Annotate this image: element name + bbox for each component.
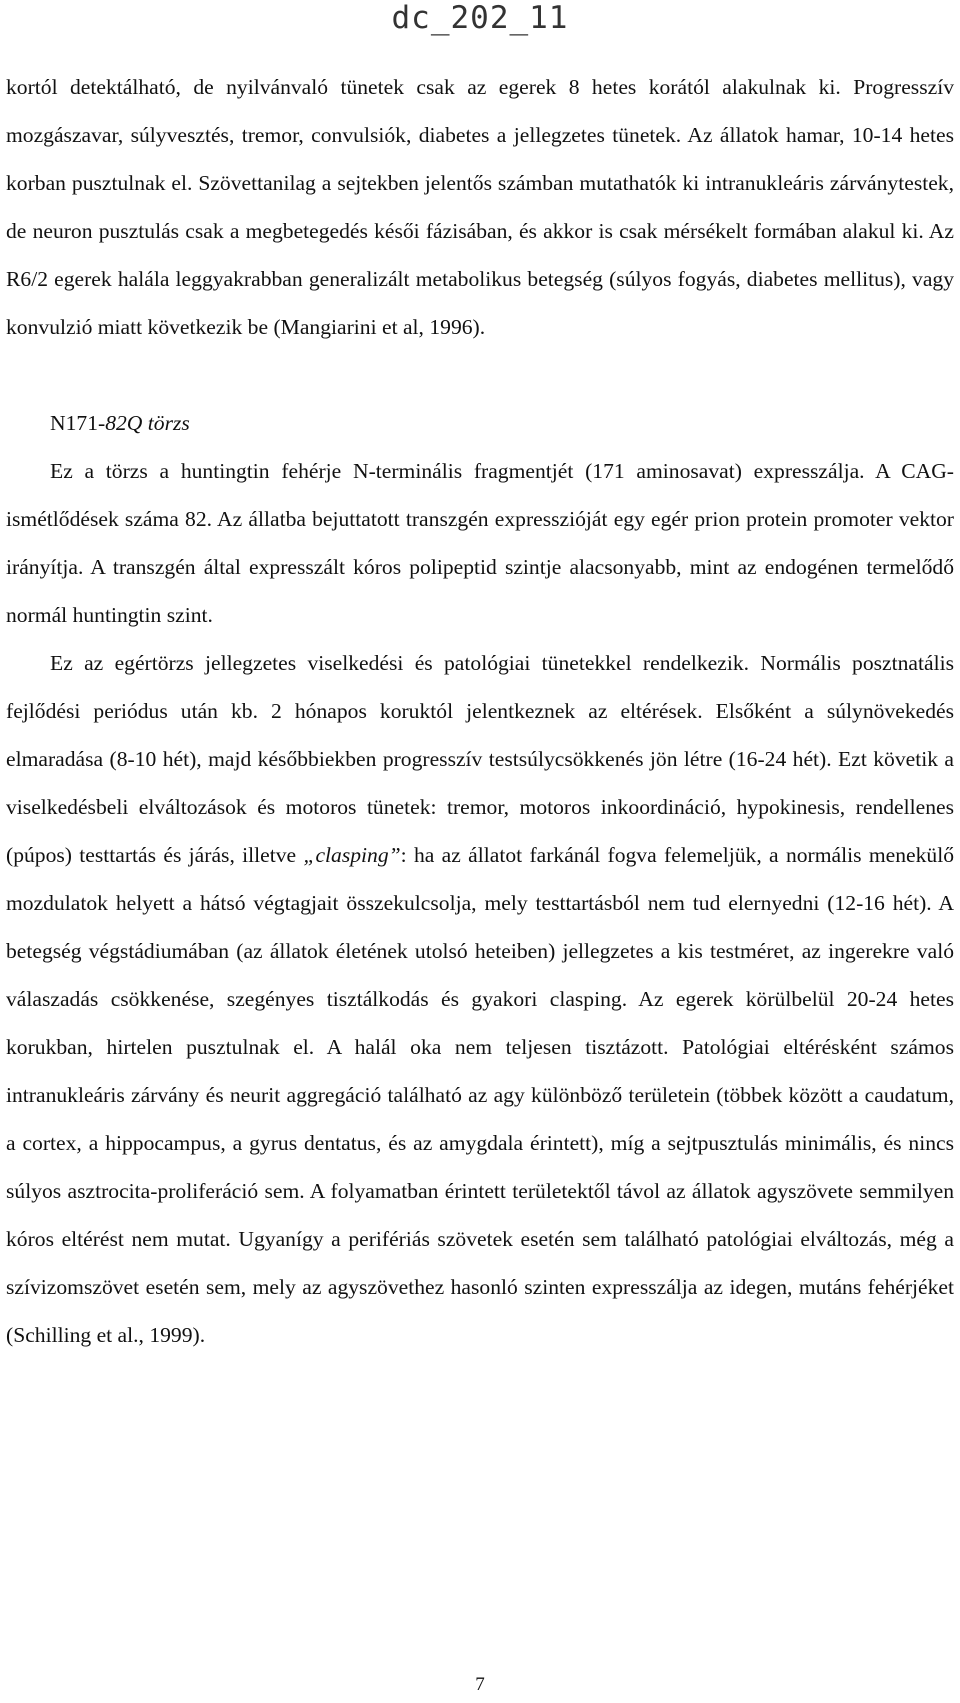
paragraph-strain-description: Ez a törzs a huntingtin fehérje N-terminális fragmentjét (171 aminosavat) expresszálja. A CAG-ismétlődések száma 82. Az állatba bejuttatott transzgén expresszióját egy egér prion protein promoter vektor irányítja. A transzgén által expresszált kóros polipeptid szintje alacsonyabb, mint az endogénen termelődő normál huntingtin szint.	[6, 459, 954, 627]
paragraph-r62-description: kortól detektálható, de nyilvánvaló tünetek csak az egerek 8 hetes korától alakulnak ki. Progresszív mozgászavar, súlyvesztés, tremor, convulsiók, diabetes a jellegzetes tünetek. Az állatok hamar, 10-14 hetes korban pusztulnak el. Szövettanilag a sejtekben jelentős számban mutathatók ki intranukleáris zárványtestek, de neuron pusztulás csak a megbetegedés késői fázisában, és akkor is csak mérsékelt formában alakul ki. Az R6/2 egerek halála leggyakrabban generalizált metabolikus betegség (súlyos fogyás, diabetes mellitus), vagy konvulzió miatt következik be (Mangiarini et al, 1996).	[6, 75, 954, 339]
document-id-stamp: dc_202_11	[391, 0, 569, 36]
heading-prefix: N171-	[50, 411, 106, 435]
paragraph-phenotype	[6, 639, 954, 1359]
clasping-term: „clasping”	[303, 843, 401, 867]
phenotype-text-start: Ez az egértörzs jellegzetes viselkedési és patológiai tünetekkel rendelkezik. Normális posztnatális fejlődési periódus után kb. 2 hónapos koruktól jelentkeznek az eltérések. Elsőként a súlynövekedés elmaradása (8-10 hét), majd későbbiekben progresszív testsúlycsökkenés jön létre (16-24 hét). Ezt követik a viselkedésbeli elváltozások és motoros tünetek: tremor, motoros inkoordináció, hypokinesis, rendellenes (púpos) testtartás és járás, illetve	[6, 651, 954, 867]
section-heading	[6, 399, 954, 447]
section-spacer	[6, 351, 954, 399]
heading-italic: 82Q törzs	[105, 411, 190, 435]
phenotype-text-end: : ha az állatot farkánál fogva felemeljük, a normális menekülő mozdulatok helyett a hátsó végtagjait összekulcsolja, mely testtartásból nem tud elernyedni (12-16 hét). A betegség végstádiumában (az állatok életének utolsó heteiben) jellegzetes a kis testméret, az ingerekre való válaszadás csökkenése, szegényes tisztálkodás és gyakori clasping. Az egerek körülbelül 20-24 hetes korukban, hirtelen pusztulnak el. A halál oka nem teljesen tisztázott. Patológiai eltérésként számos intranukleáris zárvány és neurit aggregáció található az agy különböző területein (többek között a caudatum, a cortex, a hippocampus, a gyrus dentatus, és az amygdala érintett), míg a sejtpusztulás minimális, és nincs súlyos asztrocita-proliferáció sem. A folyamatban érintett területektől távol az állatok agyszövete semmilyen kóros eltérést nem mutat. Ugyanígy a perifériás szövetek esetén sem található patológiai elváltozás, még a szívizomszövet esetén sem, mely az agyszövethez hasonló szinten expresszálja az idegen, mutáns fehérjéket (Schilling et al., 1999).	[6, 843, 955, 1347]
page-body	[6, 63, 954, 1359]
page-number: 7	[475, 1674, 485, 1695]
